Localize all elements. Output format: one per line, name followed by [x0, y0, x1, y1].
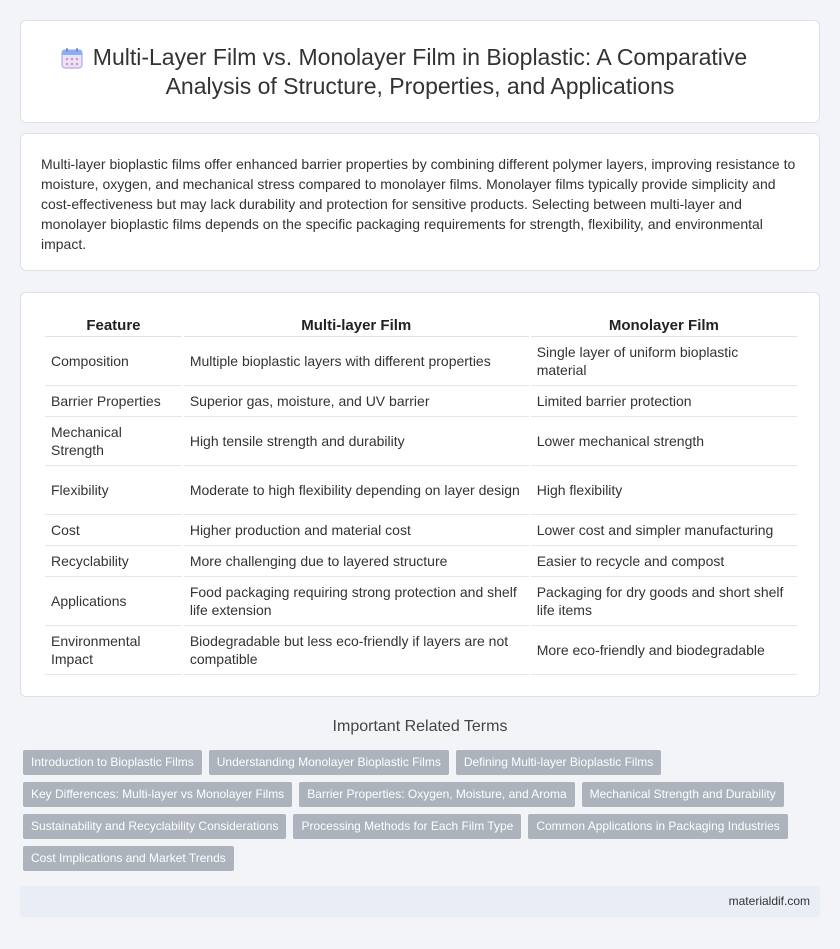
monolayer-cell: Limited barrier protection: [531, 386, 797, 417]
page-title: Multi-Layer Film vs. Monolayer Film in Bioplastic: A Comparative Analysis of Structure, Properties, and Applications: [92, 44, 748, 99]
table-row: [45, 546, 797, 577]
feature-cell: Recyclability: [45, 546, 182, 577]
multilayer-cell: High tensile strength and durability: [184, 417, 529, 466]
multilayer-cell: More challenging due to layered structure: [184, 546, 529, 577]
tag-row: [23, 814, 813, 846]
related-terms-heading: Important Related Terms: [332, 718, 508, 735]
tag-row: [23, 846, 813, 878]
multilayer-cell: Multiple bioplastic layers with different properties: [184, 337, 529, 386]
comparison-table-card: [20, 292, 820, 697]
related-term-tag[interactable]: Mechanical Strength and Durability: [582, 782, 784, 807]
table-header-row: [45, 317, 797, 337]
multilayer-cell: Food packaging requiring strong protection and shelf life extension: [184, 577, 529, 626]
feature-cell: Cost: [45, 515, 182, 546]
related-term-tag[interactable]: Introduction to Bioplastic Films: [23, 750, 202, 775]
monolayer-cell: High flexibility: [531, 466, 797, 515]
multilayer-cell: Higher production and material cost: [184, 515, 529, 546]
feature-cell: Mechanical Strength: [45, 417, 182, 466]
tag-row: [23, 782, 813, 814]
calendar-icon: [61, 47, 83, 69]
footer-site-link[interactable]: materialdif.com: [728, 894, 810, 908]
monolayer-cell: Packaging for dry goods and short shelf life items: [531, 577, 797, 626]
monolayer-cell: Lower mechanical strength: [531, 417, 797, 466]
feature-cell: Flexibility: [45, 466, 182, 515]
related-term-tag[interactable]: Sustainability and Recyclability Considerations: [23, 814, 286, 839]
multilayer-cell: Biodegradable but less eco-friendly if layers are not compatible: [184, 626, 529, 675]
related-term-tag[interactable]: Barrier Properties: Oxygen, Moisture, and Aroma: [299, 782, 574, 807]
monolayer-cell: More eco-friendly and biodegradable: [531, 626, 797, 675]
related-term-tag[interactable]: Cost Implications and Market Trends: [23, 846, 234, 871]
intro-card: [20, 133, 820, 271]
feature-cell: Applications: [45, 577, 182, 626]
related-term-tag[interactable]: Understanding Monolayer Bioplastic Films: [209, 750, 449, 775]
title-card: [20, 20, 820, 123]
multilayer-cell: Superior gas, moisture, and UV barrier: [184, 386, 529, 417]
header-feature: Feature: [45, 317, 182, 337]
table-row: [45, 417, 797, 466]
related-term-tag[interactable]: Processing Methods for Each Film Type: [293, 814, 521, 839]
monolayer-cell: Lower cost and simpler manufacturing: [531, 515, 797, 546]
feature-cell: Barrier Properties: [45, 386, 182, 417]
header-monolayer: Monolayer Film: [531, 317, 797, 337]
intro-paragraph: Multi-layer bioplastic films offer enhanced barrier properties by combining different polymer layers, improving resistance to moisture, oxygen, and mechanical stress compared to monolayer films. Monolayer films typically provide simplicity and cost-effectiveness but may lack durability and protection for sensitive products. Selecting between multi-layer and monolayer bioplastic films depends on the specific packaging requirements for strength, flexibility, and environmental impact.: [41, 156, 796, 252]
monolayer-cell: Easier to recycle and compost: [531, 546, 797, 577]
related-term-tag[interactable]: Key Differences: Multi-layer vs Monolayer Films: [23, 782, 292, 807]
monolayer-cell: Single layer of uniform bioplastic material: [531, 337, 797, 386]
title-wrap: [61, 43, 779, 101]
related-terms-tags: [23, 750, 813, 878]
feature-cell: Environmental Impact: [45, 626, 182, 675]
table-row: [45, 626, 797, 675]
table-row: [45, 466, 797, 515]
comparison-table: [43, 317, 799, 675]
table-row: [45, 577, 797, 626]
table-row: [45, 386, 797, 417]
tag-row: [23, 750, 813, 782]
table-row: [45, 337, 797, 386]
feature-cell: Composition: [45, 337, 182, 386]
multilayer-cell: Moderate to high flexibility depending on layer design: [184, 466, 529, 515]
header-multilayer: Multi-layer Film: [184, 317, 529, 337]
table-row: [45, 515, 797, 546]
related-term-tag[interactable]: Defining Multi-layer Bioplastic Films: [456, 750, 661, 775]
related-term-tag[interactable]: Common Applications in Packaging Industries: [528, 814, 787, 839]
footer: [20, 886, 820, 917]
